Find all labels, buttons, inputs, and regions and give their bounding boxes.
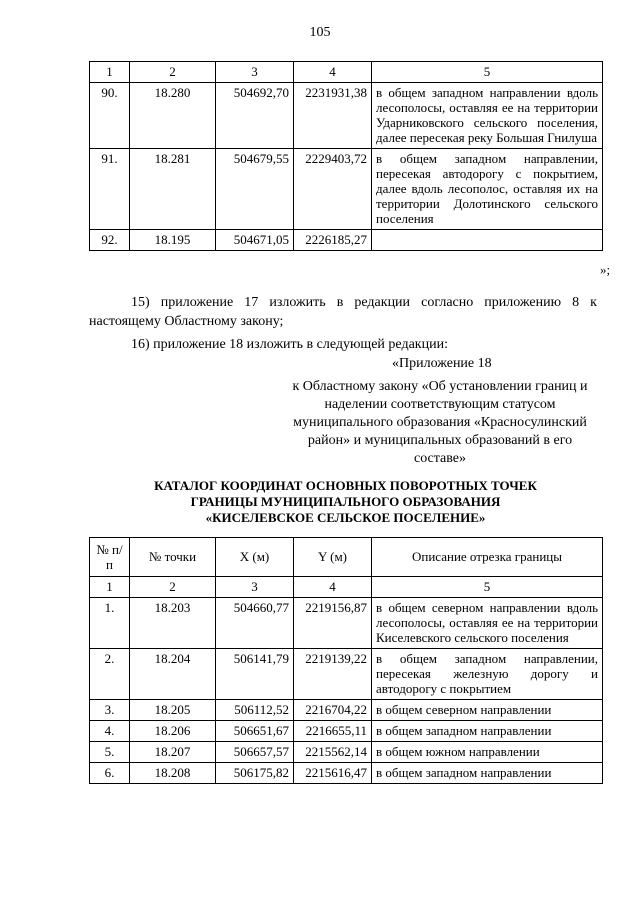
y-coordinate: 2216704,22 bbox=[294, 700, 372, 721]
catalog-title bbox=[89, 478, 602, 526]
index-cell: 2 bbox=[130, 62, 216, 83]
segment-description: в общем северном направлении вдоль лесополосы, оставляя ее на территории Киселевского сельского поселения bbox=[372, 598, 603, 649]
segment-description: в общем западном направлении вдоль лесополосы, оставляя ее на территории Ударниковского сельского поселения, далее пересекая реку Большая Гнилуша bbox=[372, 83, 603, 149]
index-cell: 4 bbox=[294, 62, 372, 83]
x-coordinate: 506141,79 bbox=[216, 649, 294, 700]
point-id: 18.205 bbox=[130, 700, 216, 721]
x-coordinate: 506112,52 bbox=[216, 700, 294, 721]
col-header-point: № точки bbox=[130, 538, 216, 577]
segment-description bbox=[372, 230, 603, 251]
index-cell: 4 bbox=[294, 577, 372, 598]
y-coordinate: 2219139,22 bbox=[294, 649, 372, 700]
col-header-num: № п/п bbox=[90, 538, 130, 577]
point-id: 18.203 bbox=[130, 598, 216, 649]
row-number: 2. bbox=[90, 649, 130, 700]
row-number: 3. bbox=[90, 700, 130, 721]
index-cell: 2 bbox=[130, 577, 216, 598]
x-coordinate: 506175,82 bbox=[216, 763, 294, 784]
x-coordinate: 504679,55 bbox=[216, 149, 294, 230]
x-coordinate: 504660,77 bbox=[216, 598, 294, 649]
catalog-title-line: ГРАНИЦЫ МУНИЦИПАЛЬНОГО ОБРАЗОВАНИЯ bbox=[190, 494, 501, 509]
y-coordinate: 2226185,27 bbox=[294, 230, 372, 251]
x-coordinate: 506657,57 bbox=[216, 742, 294, 763]
appendix-heading: «Приложение 18 bbox=[392, 356, 492, 371]
appendix-caption: к Областному закону «Об установлении границ и наделении соответствующим статусом муниципального образования «Красносулинский район» и муниципальных образований в его составе» bbox=[292, 379, 588, 466]
point-id: 18.206 bbox=[130, 721, 216, 742]
top-coordinates-table bbox=[89, 61, 603, 251]
index-cell: 1 bbox=[90, 577, 130, 598]
table-row bbox=[90, 83, 603, 149]
point-id: 18.208 bbox=[130, 763, 216, 784]
y-coordinate: 2215616,47 bbox=[294, 763, 372, 784]
paragraph-16: 16) приложение 18 изложить в следующей редакции: bbox=[131, 337, 448, 352]
segment-description: в общем западном направлении, пересекая автодорогу с покрытием, далее вдоль лесополос, оставляя их на территории Долотинского сельского поселения bbox=[372, 149, 603, 230]
index-cell: 5 bbox=[372, 577, 603, 598]
closing-quote: »; bbox=[600, 262, 611, 277]
y-coordinate: 2229403,72 bbox=[294, 149, 372, 230]
segment-description: в общем западном направлении bbox=[372, 763, 603, 784]
table-header-row bbox=[90, 538, 603, 577]
row-number: 91. bbox=[90, 149, 130, 230]
index-cell: 5 bbox=[372, 62, 603, 83]
table-row bbox=[90, 700, 603, 721]
y-coordinate: 2216655,11 bbox=[294, 721, 372, 742]
table-row bbox=[90, 149, 603, 230]
x-coordinate: 506651,67 bbox=[216, 721, 294, 742]
index-cell: 3 bbox=[216, 577, 294, 598]
page-number: 105 bbox=[309, 25, 331, 40]
row-number: 92. bbox=[90, 230, 130, 251]
y-coordinate: 2219156,87 bbox=[294, 598, 372, 649]
point-id: 18.281 bbox=[130, 149, 216, 230]
index-cell: 1 bbox=[90, 62, 130, 83]
segment-description: в общем западном направлении bbox=[372, 721, 603, 742]
catalog-coordinates-table bbox=[89, 537, 603, 784]
row-number: 90. bbox=[90, 83, 130, 149]
col-header-desc: Описание отрезка границы bbox=[372, 538, 603, 577]
paragraph-15: 15) приложение 17 изложить в редакции согласно приложению 8 к настоящему Областному закону; bbox=[89, 295, 597, 329]
segment-description: в общем западном направлении, пересекая железную дорогу и автодорогу с покрытием bbox=[372, 649, 603, 700]
table-row bbox=[90, 230, 603, 251]
y-coordinate: 2215562,14 bbox=[294, 742, 372, 763]
x-coordinate: 504671,05 bbox=[216, 230, 294, 251]
col-header-x: X (м) bbox=[216, 538, 294, 577]
table-index-row bbox=[90, 577, 603, 598]
catalog-title-line: КАТАЛОГ КООРДИНАТ ОСНОВНЫХ ПОВОРОТНЫХ ТОЧЕК bbox=[154, 478, 537, 493]
table-row bbox=[90, 649, 603, 700]
point-id: 18.195 bbox=[130, 230, 216, 251]
table-row bbox=[90, 742, 603, 763]
index-cell: 3 bbox=[216, 62, 294, 83]
point-id: 18.280 bbox=[130, 83, 216, 149]
row-number: 4. bbox=[90, 721, 130, 742]
x-coordinate: 504692,70 bbox=[216, 83, 294, 149]
col-header-y: Y (м) bbox=[294, 538, 372, 577]
table-row bbox=[90, 721, 603, 742]
row-number: 1. bbox=[90, 598, 130, 649]
segment-description: в общем северном направлении bbox=[372, 700, 603, 721]
y-coordinate: 2231931,38 bbox=[294, 83, 372, 149]
row-number: 5. bbox=[90, 742, 130, 763]
table-row bbox=[90, 598, 603, 649]
point-id: 18.204 bbox=[130, 649, 216, 700]
segment-description: в общем южном направлении bbox=[372, 742, 603, 763]
table-row bbox=[90, 763, 603, 784]
point-id: 18.207 bbox=[130, 742, 216, 763]
table-index-row bbox=[90, 62, 603, 83]
catalog-title-line: «КИСЕЛЕВСКОЕ СЕЛЬСКОЕ ПОСЕЛЕНИЕ» bbox=[205, 510, 486, 525]
row-number: 6. bbox=[90, 763, 130, 784]
